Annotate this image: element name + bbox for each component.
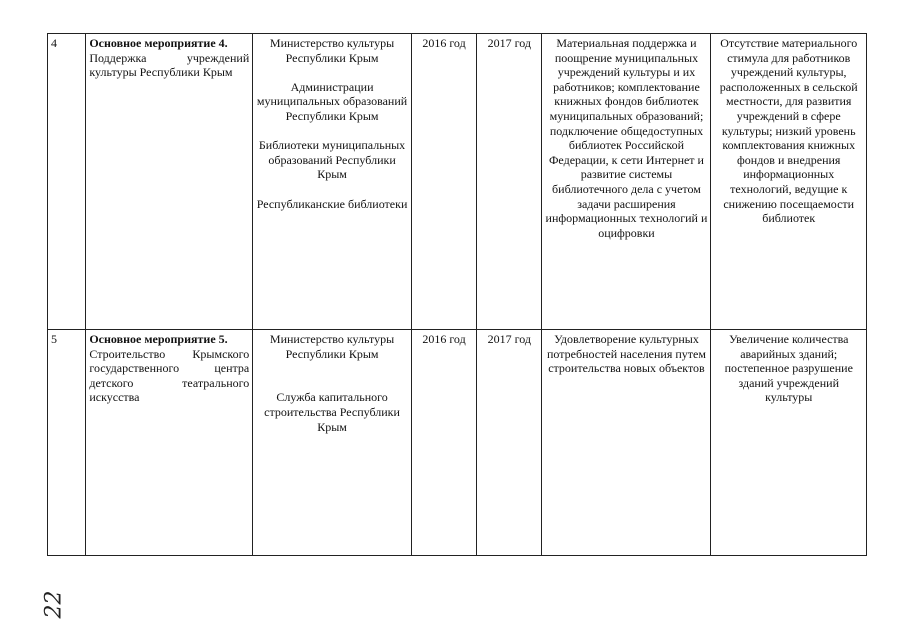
expected-result-cell: Удовлетворение культурных потребностей населения путем строительства новых объектов [542,330,711,556]
end-date-cell: 2017 год [477,330,542,556]
start-date-cell: 2016 год [411,330,476,556]
consequences-cell: Отсутствие материального стимула для работников учреждений культуры, расположенных в сельской местности, для развития учреждений в сфере культуры; низкий уровень комплектования книжных фондов и внедрения информационных технологий, ведущие к снижению посещаемости библиотек [711,34,867,330]
executor: Министерство культуры Республики Крым [269,36,395,65]
row-number-cell: 5 [48,330,86,556]
end-date-cell: 2017 год [477,34,542,330]
measure-description: Поддержка учреждений культуры Республики Крым [89,50,250,80]
executors-cell [253,34,412,330]
executor: Республиканские библиотеки [256,196,408,211]
executors-cell [253,330,412,556]
start-date-cell: 2016 год [411,34,476,330]
table-row [48,34,867,330]
executor: Служба капитального строительства Республики Крым [264,390,400,434]
measures-table [47,33,867,556]
executor: Администрации муниципальных образований Республики Крым [256,79,408,123]
measure-description: Строительство Крымского государственного центра детского театрального искусства [89,346,250,405]
consequences-cell: Увеличение количества аварийных зданий; постепенное разрушение зданий учреждений культуры [711,330,867,556]
page-number: 22 [41,590,67,619]
executor: Министерство культуры Республики Крым [269,332,395,361]
measure-name-cell [86,330,253,556]
table-row [48,330,867,556]
measure-title: Основное мероприятие 5. [89,332,228,346]
measure-title: Основное мероприятие 4. [89,36,228,50]
row-number-cell: 4 [48,34,86,330]
expected-result-cell: Материальная поддержка и поощрение муниципальных учреждений культуры и их работников; комплектование книжных фондов библиотек муниципальных образований; подключение общедоступных библиотек Российской Федерации, к сети Интернет и развитие системы библиотечного дела с учетом задачи расширения информационных технологий и оцифровки [542,34,711,330]
measure-name-cell [86,34,253,330]
executor: Библиотеки муниципальных образований Республики Крым [258,138,406,182]
